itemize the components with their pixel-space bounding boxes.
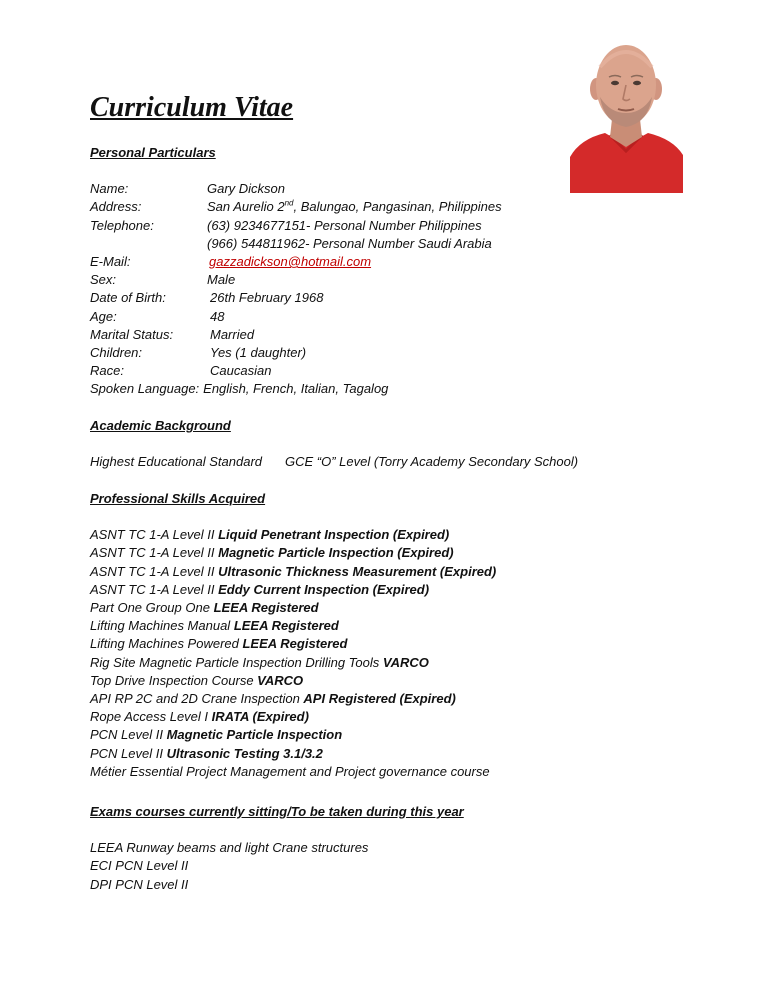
telephone-value-2: (966) 544811962- Personal Number Saudi Arabia xyxy=(207,235,492,251)
skill-item: ASNT TC 1-A Level II Ultrasonic Thickness Measurement (Expired) xyxy=(90,563,497,579)
name-value: Gary Dickson xyxy=(207,181,286,197)
document-title: Curriculum Vitae xyxy=(90,92,294,123)
telephone-row xyxy=(90,217,730,235)
email-link[interactable]: gazzadickson@hotmail.com xyxy=(209,254,372,270)
skill-item: Rope Access Level I IRATA (Expired) xyxy=(90,709,309,725)
marital-row xyxy=(90,326,730,344)
skill-item: Lifting Machines Powered LEEA Registered xyxy=(90,636,348,652)
exam-item: DPI PCN Level II xyxy=(90,876,189,892)
marital-value: Married xyxy=(210,326,255,342)
address-value: San Aurelio 2nd, Balungao, Pangasinan, Philippines xyxy=(207,199,502,215)
skill-item: Rig Site Magnetic Particle Inspection Drilling Tools VARCO xyxy=(90,654,429,670)
skills-list xyxy=(90,526,730,781)
race-value: Caucasian xyxy=(210,363,272,379)
age-value: 48 xyxy=(210,308,225,324)
skill-item: Métier Essential Project Management and Project governance course xyxy=(90,763,490,779)
telephone-label: Telephone: xyxy=(90,217,154,233)
name-row xyxy=(90,180,730,198)
personal-heading: Personal Particulars xyxy=(90,145,216,160)
telephone-row-2 xyxy=(90,235,730,253)
skills-heading: Professional Skills Acquired xyxy=(90,491,266,506)
skill-item: PCN Level II Magnetic Particle Inspection xyxy=(90,727,343,743)
exams-list xyxy=(90,839,730,894)
skill-item: ASNT TC 1-A Level II Eddy Current Inspection (Expired) xyxy=(90,581,430,597)
age-label: Age: xyxy=(90,308,117,324)
education-label: Highest Educational Standard xyxy=(90,454,263,470)
race-row xyxy=(90,362,730,380)
exams-section xyxy=(90,803,730,894)
skill-item: API RP 2C and 2D Crane Inspection API Registered (Expired) xyxy=(90,691,456,707)
language-label: Spoken Language: xyxy=(90,381,200,397)
sex-value: Male xyxy=(207,272,236,288)
children-value: Yes (1 daughter) xyxy=(210,345,307,361)
skill-item: Lifting Machines Manual LEEA Registered xyxy=(90,618,339,634)
address-row xyxy=(90,198,730,216)
skill-item: ASNT TC 1-A Level II Liquid Penetrant Inspection (Expired) xyxy=(90,527,450,543)
exam-item: ECI PCN Level II xyxy=(90,858,189,874)
age-row xyxy=(90,308,730,326)
children-label: Children: xyxy=(90,345,143,361)
marital-label: Marital Status: xyxy=(90,326,174,342)
email-row xyxy=(90,253,730,271)
skill-item: Part One Group One LEEA Registered xyxy=(90,600,319,616)
education-value: GCE “O” Level (Torry Academy Secondary School) xyxy=(285,454,579,470)
telephone-value-1: (63) 9234677151- Personal Number Philippines xyxy=(207,217,482,233)
exam-item: LEEA Runway beams and light Crane structures xyxy=(90,840,369,856)
name-label: Name: xyxy=(90,181,129,197)
address-label: Address: xyxy=(90,199,142,215)
academic-heading: Academic Background xyxy=(90,418,231,433)
education-row xyxy=(90,453,730,471)
skill-item: Top Drive Inspection Course VARCO xyxy=(90,672,304,688)
language-row xyxy=(90,380,730,398)
skill-item: ASNT TC 1-A Level II Magnetic Particle Inspection (Expired) xyxy=(90,545,454,561)
academic-section xyxy=(90,417,730,471)
email-label: E-Mail: xyxy=(90,254,131,270)
sex-label: Sex: xyxy=(90,272,117,288)
dob-row xyxy=(90,289,730,307)
children-row xyxy=(90,344,730,362)
personal-section xyxy=(90,144,730,399)
dob-label: Date of Birth: xyxy=(90,290,166,306)
skills-section xyxy=(90,490,730,781)
skill-item: PCN Level II Ultrasonic Testing 3.1/3.2 xyxy=(90,745,323,761)
sex-row xyxy=(90,271,730,289)
dob-value: 26th February 1968 xyxy=(210,290,324,306)
race-label: Race: xyxy=(90,363,124,379)
language-value: English, French, Italian, Tagalog xyxy=(203,381,389,397)
exams-heading: Exams courses currently sitting/To be taken during this year xyxy=(90,804,464,819)
